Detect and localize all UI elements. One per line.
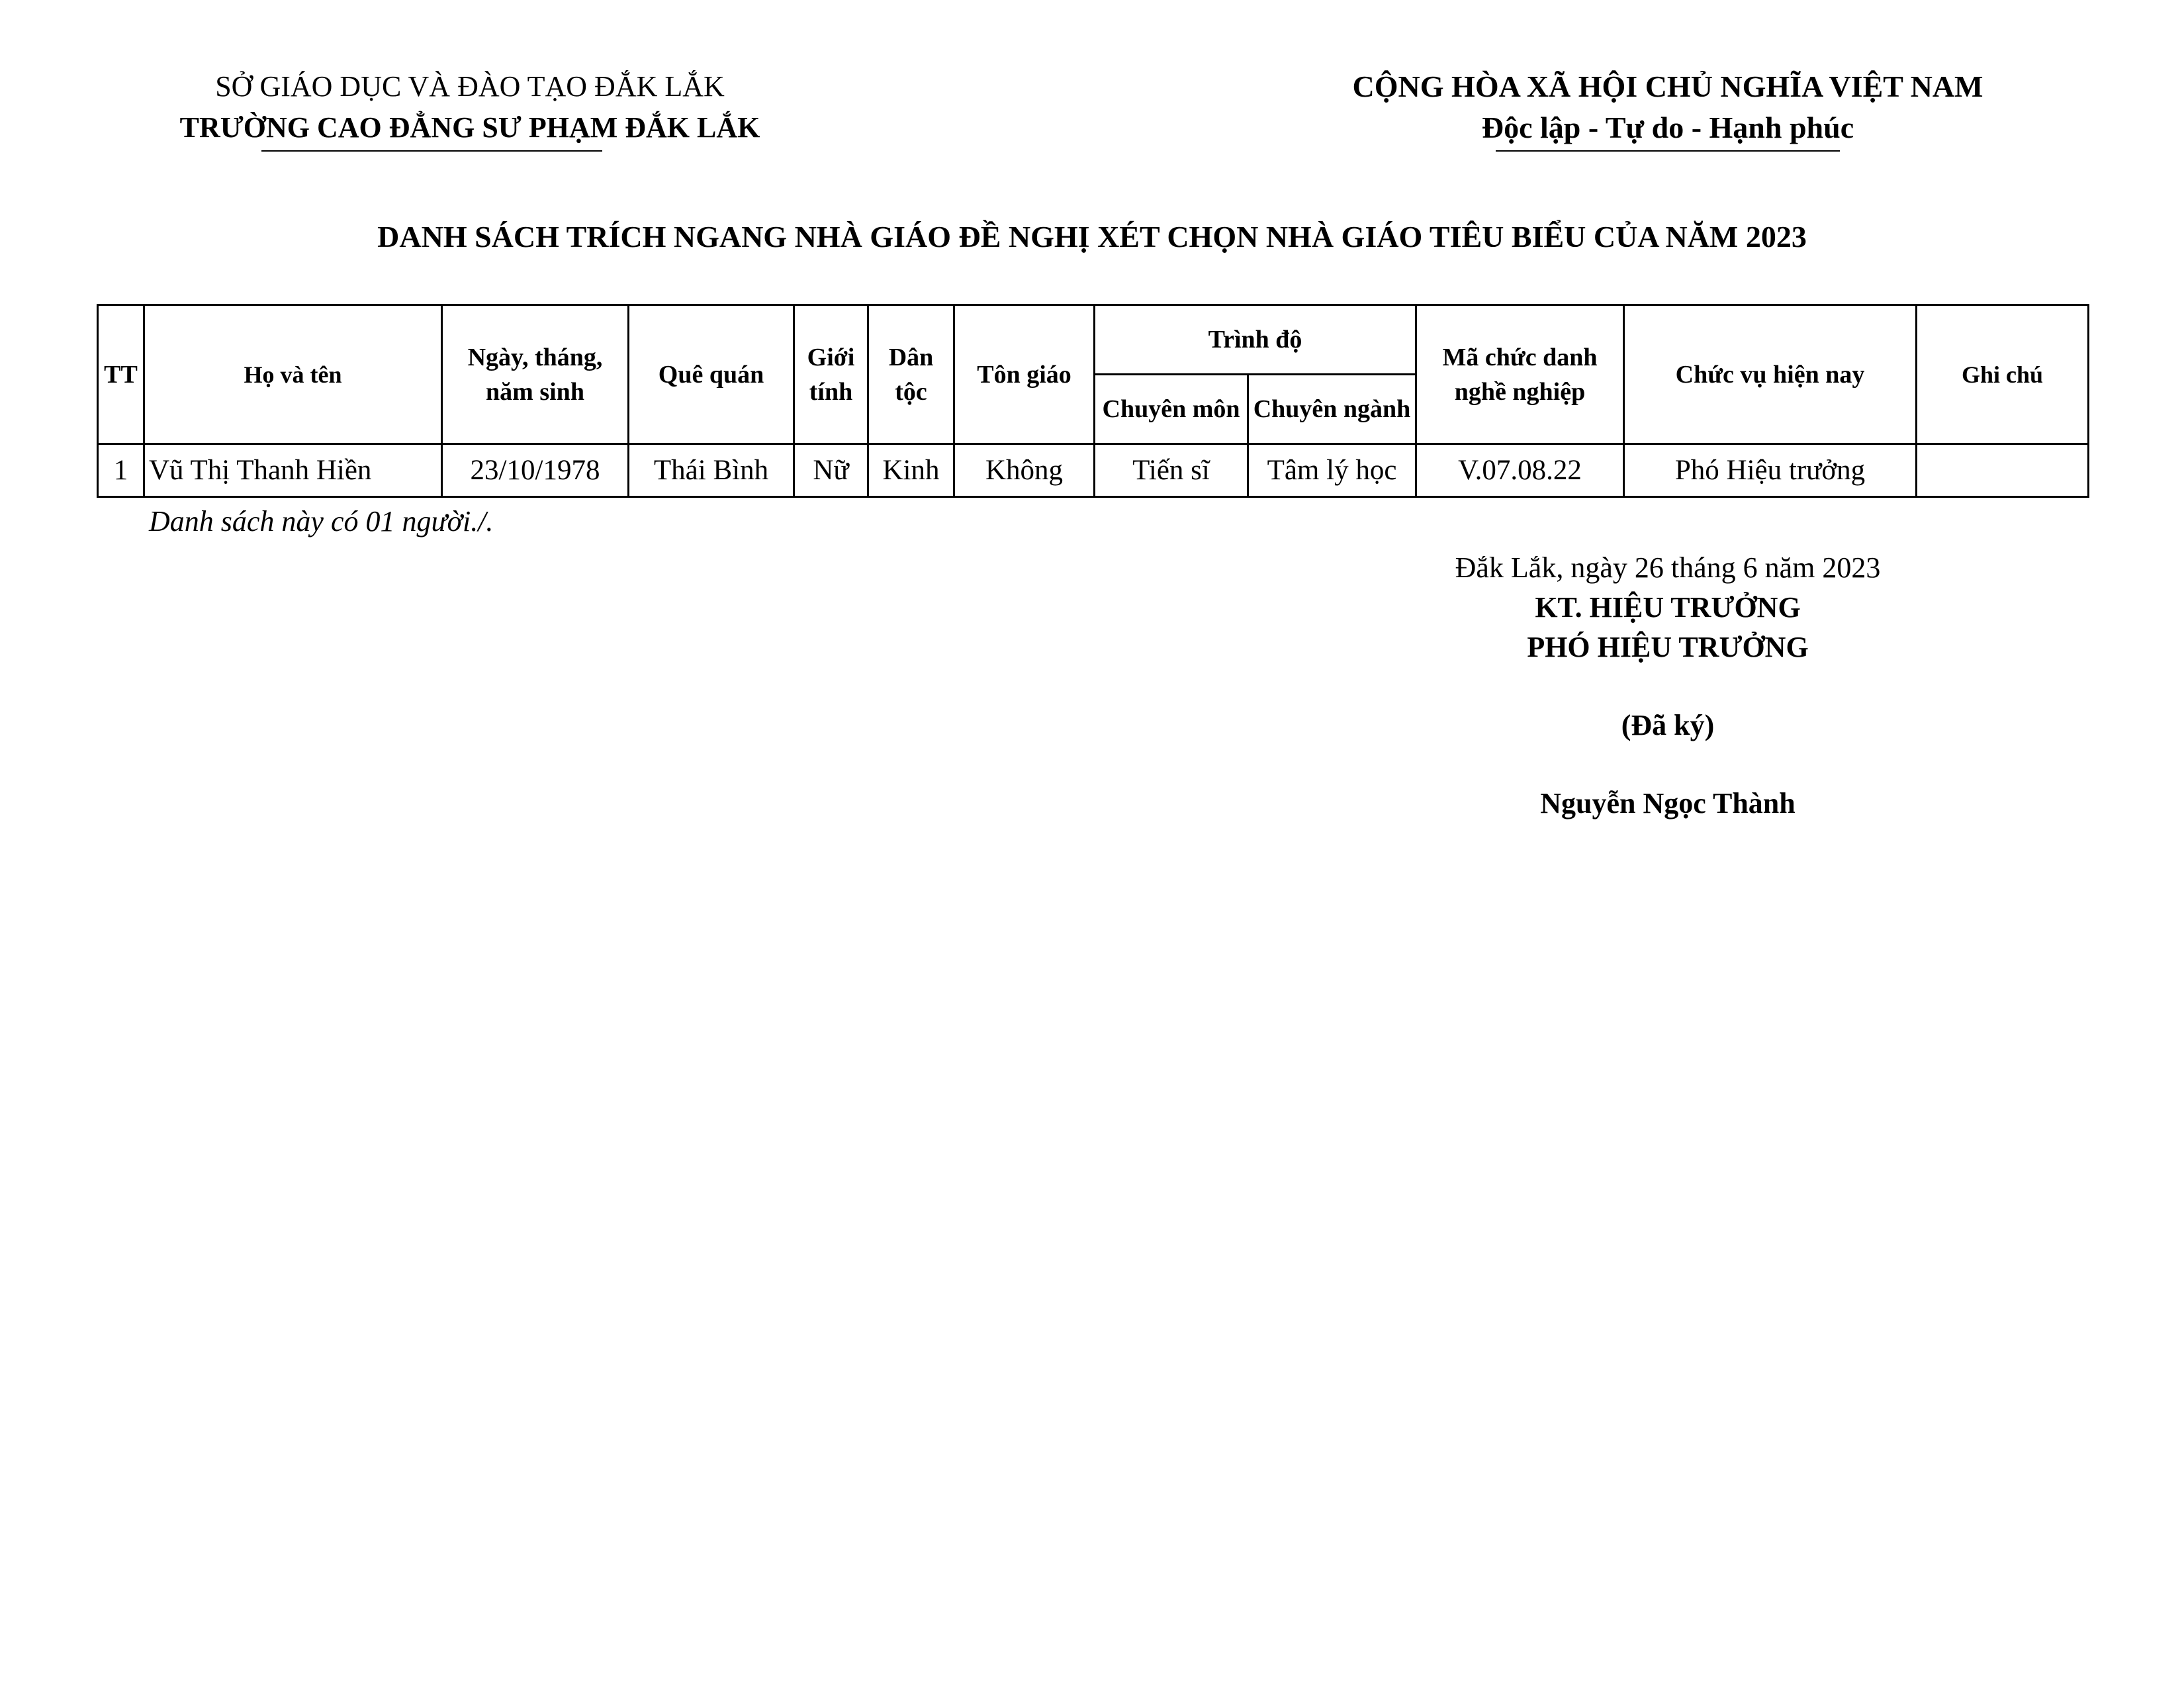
country-name: CỘNG HÒA XÃ HỘI CHỦ NGHĨA VIỆT NAM [1352,70,1983,103]
col-que-quan: Quê quán [629,305,794,444]
signature-gap-2 [1390,745,1946,784]
col-chuc-vu: Chức vụ hiện nay [1624,305,1917,444]
national-motto [1297,66,2038,148]
signer-name: Nguyễn Ngọc Thành [1540,787,1796,820]
col-trinh-do: Trình độ [1095,305,1416,375]
document-title: DANH SÁCH TRÍCH NGANG NHÀ GIÁO ĐỀ NGHỊ XÉT CHỌN NHÀ GIÁO TIÊU BIỂU CỦA NĂM 2023 [377,220,1807,254]
cell-que-quan: Thái Bình [629,444,794,497]
table-header-row [98,305,2089,375]
cell-ma-chuc-danh: V.07.08.22 [1416,444,1624,497]
cell-tt: 1 [98,444,144,497]
cell-chuyen-nganh: Tâm lý học [1248,444,1416,497]
cell-chuc-vu: Phó Hiệu trưởng [1624,444,1917,497]
col-ngay-sinh: Ngày, tháng, năm sinh [442,305,629,444]
cell-ho-ten: Vũ Thị Thanh Hiền [144,444,442,497]
cell-dan-toc: Kinh [868,444,954,497]
list-count-note: Danh sách này có 01 người./. [149,505,494,538]
signer-title-2: PHÓ HIỆU TRƯỞNG [1527,631,1809,663]
table-row [98,444,2089,497]
issuing-agency [93,66,847,148]
signature-block [1390,548,1946,823]
signed-mark: (Đã ký) [1621,709,1715,741]
agency-underline [261,150,602,152]
motto-line: Độc lập - Tự do - Hạnh phúc [1481,111,1854,144]
signer-title-1: KT. HIỆU TRƯỞNG [1535,591,1801,624]
place-date: Đắk Lắk, ngày 26 tháng 6 năm 2023 [1455,551,1881,584]
cell-ngay-sinh: 23/10/1978 [442,444,629,497]
teacher-table [97,304,2089,498]
agency-department: SỞ GIÁO DỤC VÀ ĐÀO TẠO ĐẮK LẮK [215,70,725,103]
col-dan-toc: Dân tộc [868,305,954,444]
motto-underline [1496,150,1840,152]
col-chuyen-nganh: Chuyên ngành [1248,375,1416,444]
col-ma-chuc-danh: Mã chức danh nghề nghiệp [1416,305,1624,444]
col-gioi-tinh: Giới tính [794,305,868,444]
cell-ton-giao: Không [954,444,1095,497]
col-ghi-chu: Ghi chú [1917,305,2089,444]
cell-ghi-chu [1917,444,2089,497]
cell-chuyen-mon: Tiến sĩ [1095,444,1248,497]
col-tt: TT [98,305,144,444]
col-chuyen-mon: Chuyên môn [1095,375,1248,444]
col-ho-ten: Họ và tên [144,305,442,444]
cell-gioi-tinh: Nữ [794,444,868,497]
signature-gap [1390,667,1946,706]
col-ton-giao: Tôn giáo [954,305,1095,444]
agency-school: TRƯỜNG CAO ĐẲNG SƯ PHẠM ĐẮK LẮK [179,111,760,144]
